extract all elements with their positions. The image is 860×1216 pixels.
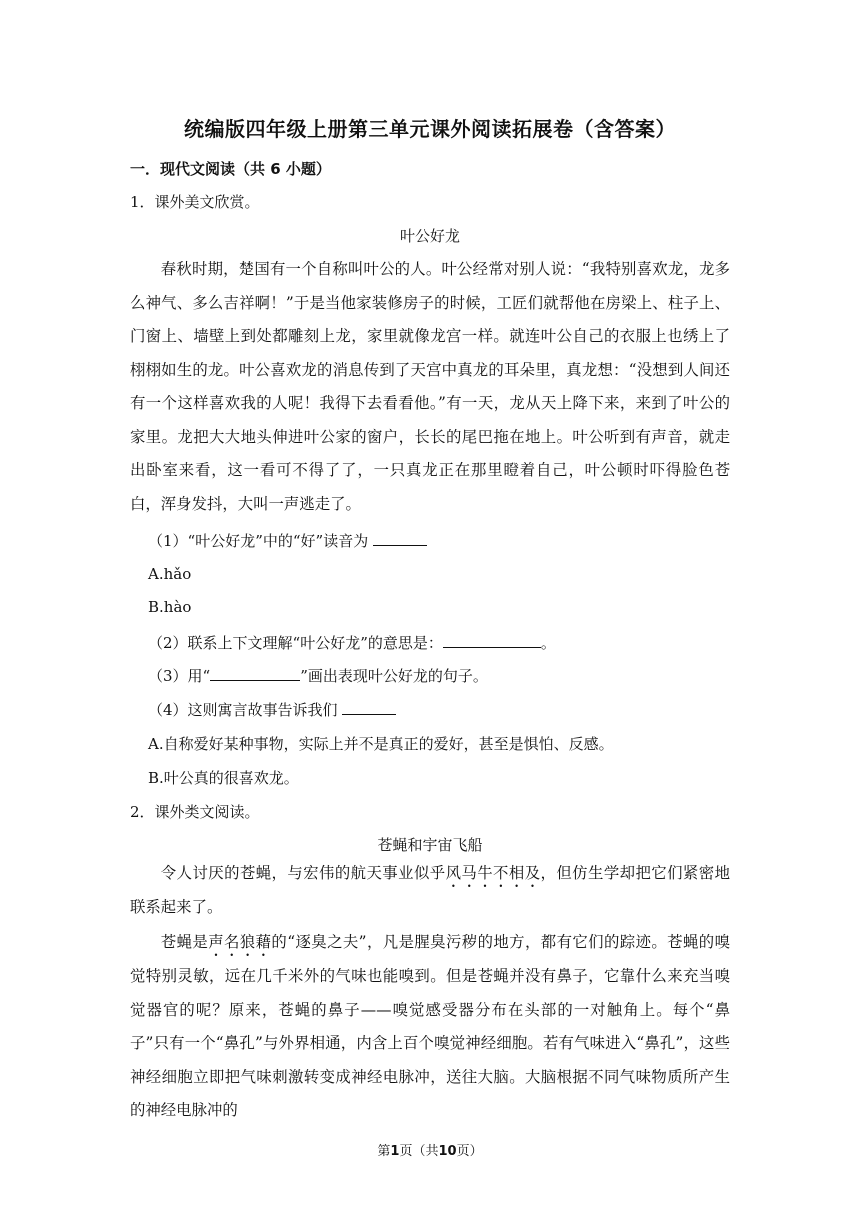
page-number: 1 bbox=[390, 1144, 400, 1159]
answer-blank[interactable] bbox=[210, 666, 300, 681]
page-footer: 第1页（共10页） bbox=[377, 1144, 483, 1159]
sub-question-1: （1）“叶公好龙”中的“好”读音为 bbox=[148, 530, 427, 551]
option-a: A.hǎo bbox=[148, 565, 192, 583]
answer-blank[interactable] bbox=[373, 531, 427, 546]
question-1-instruction: 1．课外美文欣赏。 bbox=[130, 193, 260, 211]
passage-paragraph: 苍蝇是声名狼藉的“逐臭之夫”，凡是腥臭污秽的地方，都有它们的踪迹。苍蝇的嗅觉特别灵敏，远在几千米外的气味也能嗅到。但是苍蝇并没有鼻子，它靠什么来充当嗅觉器官的呢？原来，苍蝇的鼻子——嗅觉感受器分布在头部的一对触角上。每个“鼻子”只有一个“鼻孔”与外界相通，内含上百个嗅觉神经细胞。若有气味进入“鼻孔”，这些神经细胞立即把气味刺激转变成神经电脉冲，送往大脑。大脑根据不同气味物质所产生的神经电脉冲的 bbox=[130, 933, 730, 1119]
question-number: 1． bbox=[130, 193, 155, 211]
question-2-instruction: 2．课外类文阅读。 bbox=[130, 803, 260, 821]
option-a: A.自称爱好某种事物，实际上并不是真正的爱好，甚至是惧怕、反感。 bbox=[148, 735, 614, 753]
sub-question-4: （4）这则寓言故事告诉我们 bbox=[148, 699, 396, 720]
page-total: 10 bbox=[438, 1144, 457, 1159]
sub-question-2: （2）联系上下文理解“叶公好龙”的意思是： 。 bbox=[148, 634, 556, 652]
sub-question-3: （3）用“ ”画出表现叶公好龙的句子。 bbox=[148, 667, 488, 685]
option-b: B.hào bbox=[148, 598, 192, 616]
passage-title: 苍蝇和宇宙飞船 bbox=[377, 836, 483, 854]
page-title: 统编版四年级上册第三单元课外阅读拓展卷（含答案） bbox=[184, 117, 676, 141]
passage-body: 春秋时期，楚国有一个自称叫叶公的人。叶公经常对别人说：“我特别喜欢龙，龙多么神气、多么吉祥啊！”于是当他家装修房子的时候，工匠们就帮他在房梁上、柱子上、门窗上、墙壁上到处都雕刻上龙，家里就像龙宫一样。就连叶公自己的衣服上也绣上了栩栩如生的龙。叶公喜欢龙的消息传到了天宫中真龙的耳朵里，真龙想：“没想到人间还有一个这样喜欢我的人呢！我得下去看看他。”有一天，龙从天上降下来，来到了叶公的家里。龙把大大地头伸进叶公家的窗户，长长的尾巴拖在地上。叶公听到有声音，就走出卧室来看，这一看可不得了了，一只真龙正在那里瞪着自己，叶公顿时吓得脸色苍白，浑身发抖，大叫一声逃走了。 bbox=[130, 260, 730, 513]
section-heading: 一．现代文阅读（共 6 小题） bbox=[130, 160, 331, 178]
passage-title: 叶公好龙 bbox=[399, 227, 460, 245]
question-number: 2． bbox=[130, 803, 155, 821]
passage-paragraph: 令人讨厌的苍蝇，与宏伟的航天事业似乎风马牛不相及，但仿生学却把它们紧密地联系起来了。 bbox=[130, 864, 730, 916]
emphasized-phrase: 声名狼藉 bbox=[208, 933, 272, 951]
option-b: B.叶公真的很喜欢龙。 bbox=[148, 769, 299, 787]
answer-blank[interactable] bbox=[342, 700, 396, 715]
emphasized-phrase: 风马牛不相及 bbox=[445, 864, 541, 882]
answer-blank[interactable] bbox=[443, 633, 541, 648]
